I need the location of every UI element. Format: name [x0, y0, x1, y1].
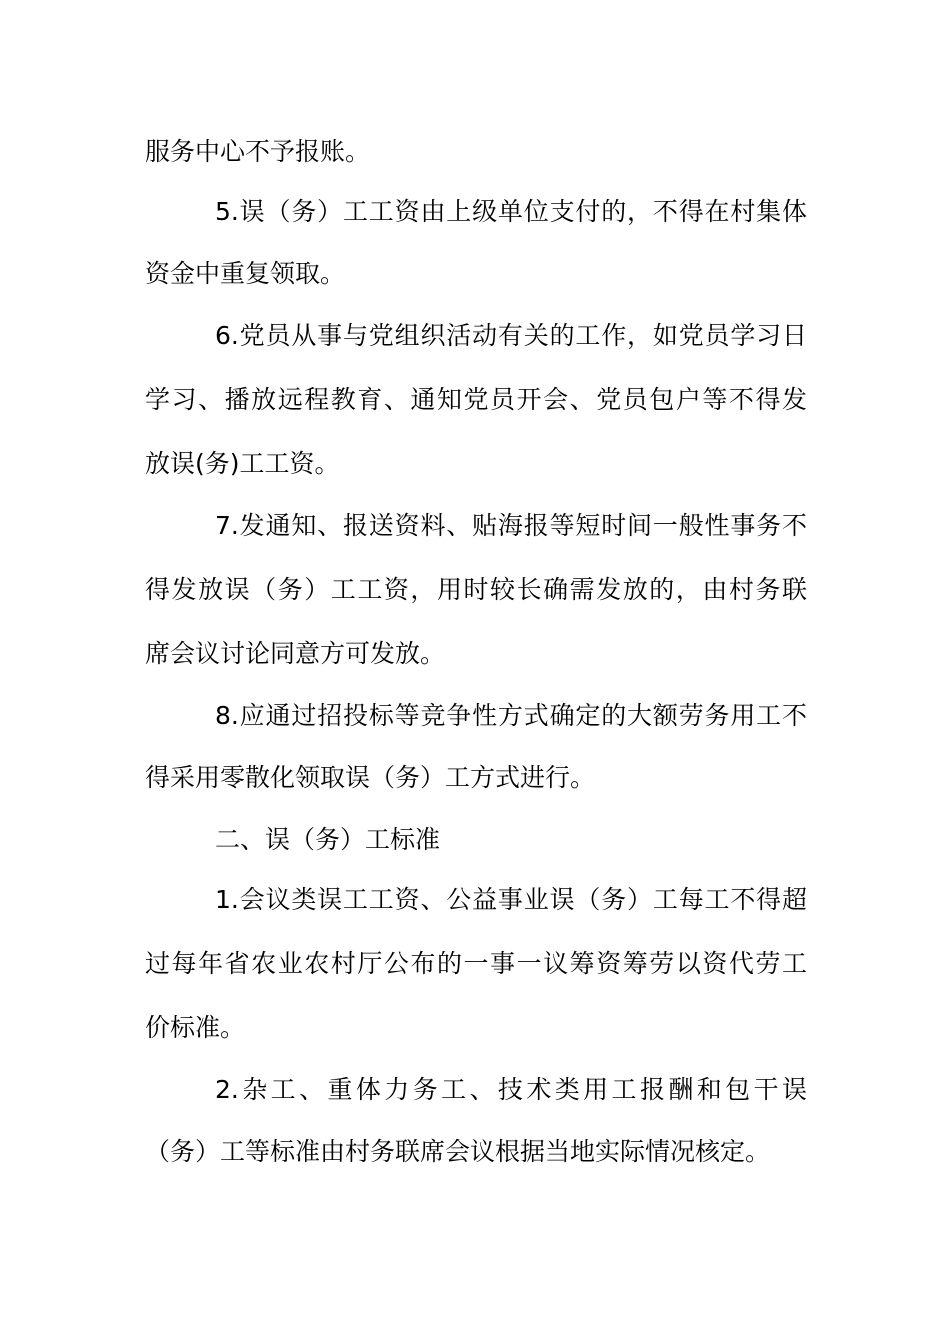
paragraph-line: 2.杂工、重体力务工、技术类用工报酬和包干误	[215, 1075, 807, 1104]
paragraph-line: 得采用零散化领取误（务）工方式进行。	[145, 763, 596, 792]
paragraph-line: 席会议讨论同意方可发放。	[145, 639, 446, 668]
paragraph-line: 过每年省农业农村厅公布的一事一议筹资筹劳以资代劳工	[145, 949, 807, 978]
paragraph-line: 7.发通知、报送资料、贴海报等短时间一般性事务不	[215, 511, 807, 540]
paragraph-line: 学习、播放远程教育、通知党员开会、党员包户等不得发	[145, 385, 807, 414]
paragraph-line: 价标准。	[145, 1013, 246, 1042]
paragraph-line: 1.会议类误工工资、公益事业误（务）工每工不得超	[215, 885, 807, 914]
paragraph-line: 5.误（务）工工资由上级单位支付的，不得在村集体	[215, 197, 807, 226]
section-heading: 二、误（务）工标准	[215, 825, 441, 854]
paragraph-line: 放误(务)工工资。	[145, 449, 340, 478]
paragraph-line: 服务中心不予报账。	[145, 137, 371, 166]
paragraph-line: 8.应通过招投标等竞争性方式确定的大额劳务用工不	[215, 701, 807, 730]
paragraph-line: 资金中重复领取。	[145, 259, 346, 288]
paragraph-line: 6.党员从事与党组织活动有关的工作，如党员学习日	[215, 321, 807, 350]
paragraph-line: 得发放误（务）工工资，用时较长确需发放的，由村务联	[145, 575, 807, 604]
paragraph-line: （务）工等标准由村务联席会议根据当地实际情况核定。	[145, 1137, 771, 1166]
